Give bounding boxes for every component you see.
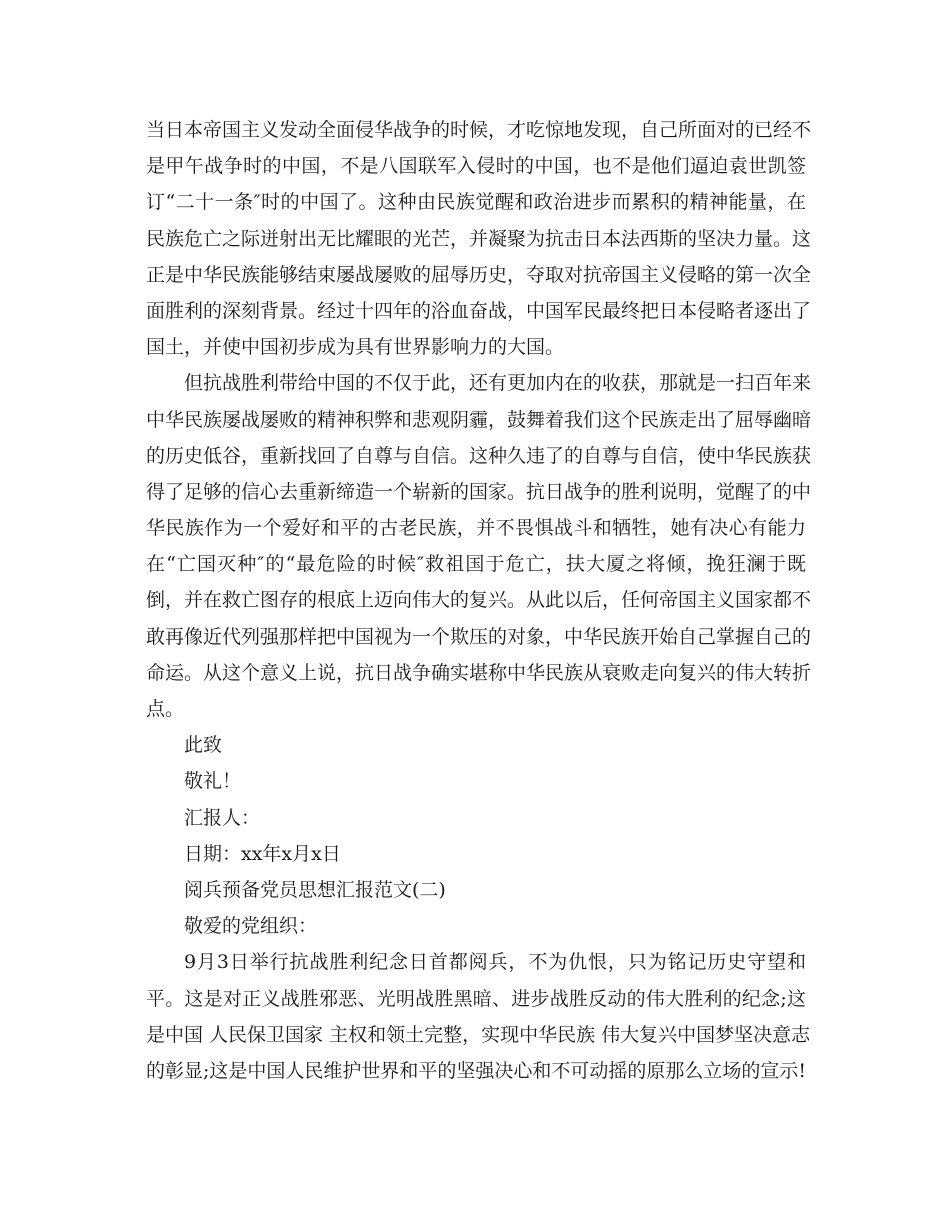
text-line: 倒，并在救亡图存的根底上迈向伟大的复兴。从此以后，任何帝国主义国家都不	[146, 589, 812, 612]
text-line: 但抗战胜利带给中国的不仅于此，还有更加内在的收获，那就是一扫百年来	[184, 372, 812, 395]
reporter-line: 汇报人：	[184, 806, 261, 829]
date-line: 日期：xx年x月x日	[184, 842, 341, 865]
text-line: 订“二十一条″时的中国了。这种由民族觉醒和政治进步而累积的精神能量，在	[146, 191, 806, 214]
greeting-line: 敬爱的党组织：	[184, 915, 318, 938]
text-line: 在“亡国灭种″的“最危险的时候″救祖国于危亡，扶大厦之将倾，挽狂澜于既	[146, 553, 806, 576]
paragraph-3	[146, 944, 811, 1089]
text-line: 命运。从这个意义上说，抗日战争确实堪称中华民族从衰败走向复兴的伟大转折	[146, 661, 812, 684]
text-line: 当日本帝国主义发动全面侵华战争的时候，才吃惊地发现，自己所面对的已经不	[146, 119, 812, 141]
paragraph-2	[146, 365, 812, 727]
text-line: 正是中华民族能够结束屡战屡败的屈辱历史，夺取对抗帝国主义侵略的第一次全	[146, 263, 812, 286]
text-line: 华民族作为一个爱好和平的古老民族，并不畏惧战斗和牺牲，她有决心有能力	[146, 517, 806, 540]
salute-line: 敬礼！	[184, 770, 242, 793]
text-line: 点。	[146, 698, 185, 720]
text-line: 敢再像近代列强那样把中国视为一个欺压的对象，中华民族开始自己掌握自己的	[146, 625, 812, 648]
text-line: 平。这是对正义战胜邪恶、光明战胜黑暗、进步战胜反动的伟大胜利的纪念;这	[146, 987, 806, 1010]
section-title: 阅兵预备党员思想汇报范文(二)	[184, 878, 446, 901]
closing-line: 此致	[184, 734, 223, 757]
text-line: 的彰显;这是中国人民维护世界和平的坚强决心和不可动摇的原那么立场的宣示!	[146, 1059, 807, 1082]
text-line: 面胜利的深刻背景。经过十四年的浴血奋战，中国军民最终把日本侵略者逐出了	[146, 299, 812, 322]
text-line: 中华民族屡战屡败的精神积弊和悲观阴霾，鼓舞着我们这个民族走出了屈辱幽暗	[146, 408, 812, 431]
text-line: 是甲午战争时的中国，不是八国联军入侵时的中国，也不是他们逼迫袁世凯签	[146, 155, 806, 178]
text-line: 民族危亡之际迸射出无比耀眼的光芒，并凝聚为抗击日本法西斯的坚决力量。这	[146, 227, 812, 250]
text-line: 国土，并使中国初步成为具有世界影响力的大国。	[146, 336, 565, 359]
text-line: 的历史低谷，重新找回了自尊与自信。这种久违了的自尊与自信，使中华民族获	[146, 444, 812, 467]
document-body	[146, 112, 812, 1089]
paragraph-1	[146, 112, 812, 365]
text-line: 得了足够的信心去重新缔造一个崭新的国家。抗日战争的胜利说明，觉醒了的中	[146, 480, 812, 503]
text-line: 是中国 人民保卫国家 主权和领土完整，实现中华民族 伟大复兴中国梦坚决意志	[146, 1023, 811, 1046]
text-line: 9月3日举行抗战胜利纪念日首都阅兵，不为仇恨，只为铭记历史守望和	[184, 951, 806, 974]
